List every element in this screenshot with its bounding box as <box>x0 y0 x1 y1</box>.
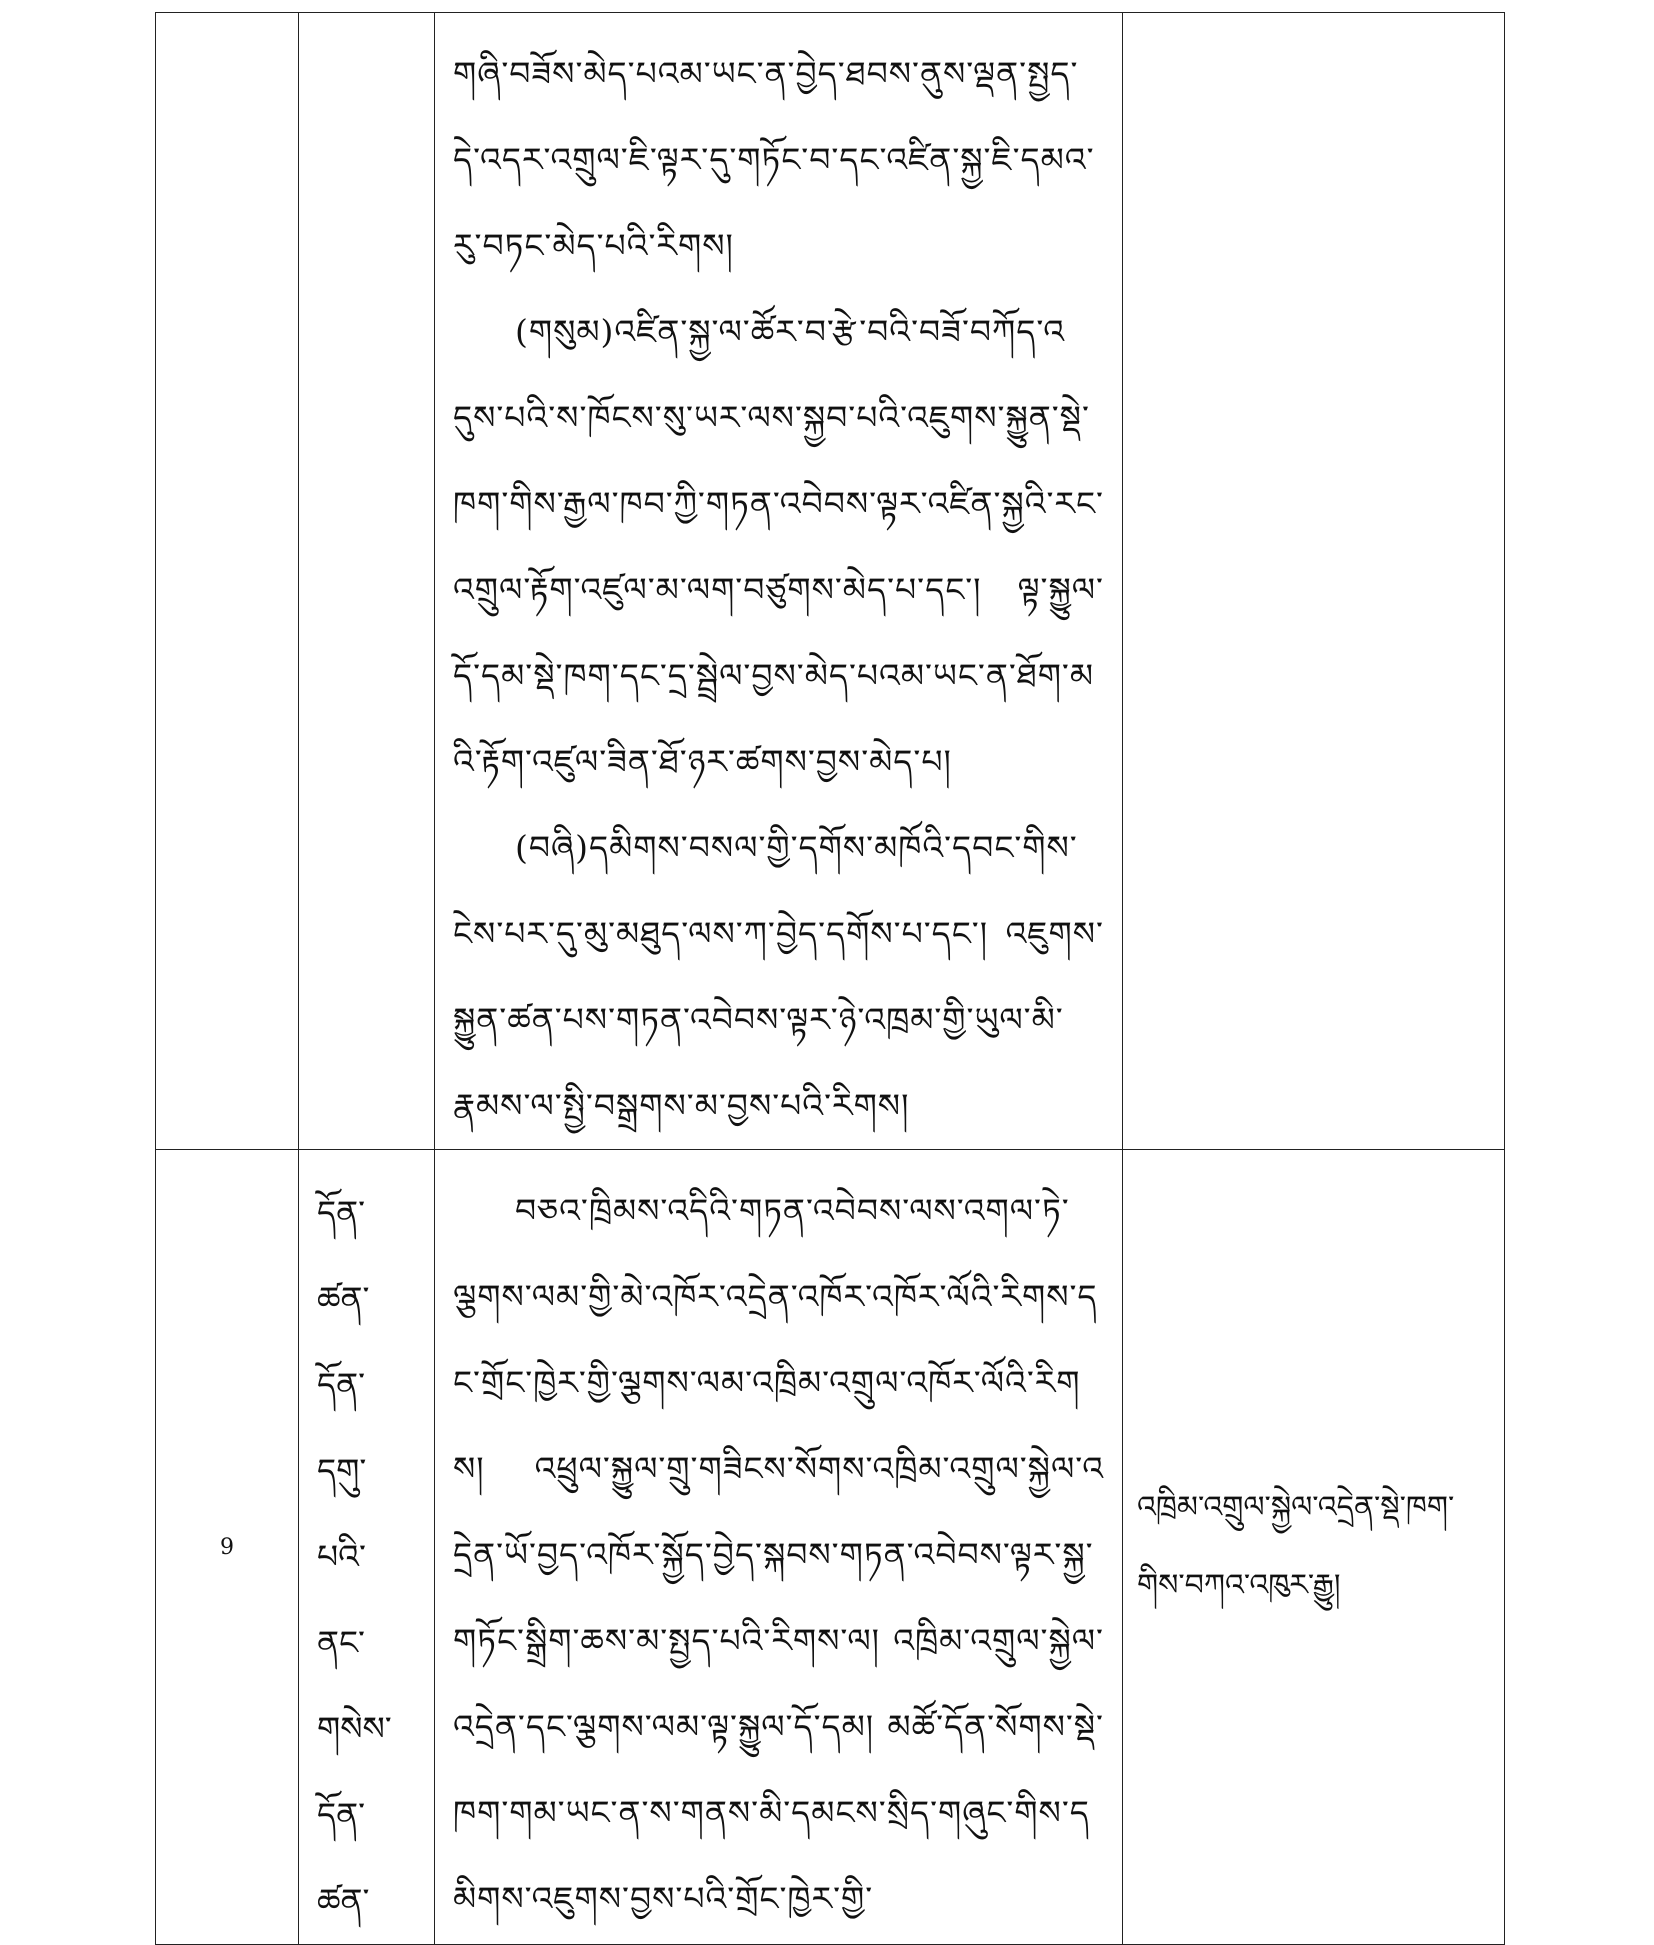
title-syllable: དོན་ <box>317 1365 366 1404</box>
description-cell <box>435 1150 1123 1945</box>
title-syllable: ཚན་ <box>317 1279 370 1318</box>
row-number: 9 <box>220 1534 234 1560</box>
title-syllable: དོན་ <box>317 1795 366 1834</box>
regulation-table <box>155 12 1505 1945</box>
title-syllable: པའི་ <box>317 1537 366 1576</box>
number-cell <box>156 13 299 1150</box>
description-paragraph: བཅའ་ཁྲིམས་འདིའི་གཏན་འབེབས་ལས་འགལ་ཏེ་ལྕགས་ལམ་གྱི་མེ་འཁོར་འདྲེན་འཁོར་འཁོར་ལོའི་རིགས་དང་གྲོང་ཁྱེར་གྱི་ལྕགས་ལམ་འཁྲིམ་འགྲུལ་འཁོར་ལོའི་རིགས། འཕྲུལ་སྐྱུལ་གྲུ་གཟིངས་སོགས་འཁྲིམ་འགྲུལ་སྐྱེལ་འདྲེན་ཡོ་བྱད་འཁོར་སྐྱོད་བྱེད་སྐབས་གཏན་འབེབས་ལྟར་སྐྱ་གཏོང་སྒྲིག་ཆས་མ་སྤྱད་པའི་རིགས་ལ། འཁྲིམ་འགྲུལ་སྐྱེལ་འདྲེན་དང་ལྕགས་ལམ་ལྟ་སྐྱུལ་དོ་དམ། མཚོ་དོན་སོགས་སྡེ་ཁག་གམ་ཡང་ན་ས་གནས་མི་དམངས་སྲིད་གཞུང་གིས་དམིགས་འཇུགས་བྱས་པའི་གྲོང་ཁྱེར་གྱི་ <box>453 1191 1104 1918</box>
title-syllable: ནང་ <box>317 1623 365 1662</box>
table-row <box>156 13 1505 1150</box>
title-syllable: གསེས་ <box>317 1709 392 1748</box>
title-cell <box>299 13 435 1150</box>
description-cell <box>435 13 1123 1150</box>
description-paragraph: (བཞི)དམིགས་བསལ་གྱི་དགོས་མཁོའི་དབང་གིས་ངེས་པར་དུ་མུ་མཐུད་ལས་ཀ་བྱེད་དགོས་པ་དང་། འཇུགས་སྐྱུན་ཚན་པས་གཏན་འབེབས་ལྟར་ཉེ་འཁྲམ་གྱི་ཡུལ་མི་རྣམས་ལ་སྤྱི་བསྒྲགས་མ་བྱས་པའི་རིགས། <box>453 828 1104 1125</box>
result-cell <box>1123 1150 1505 1945</box>
title-syllable: དགུ་ <box>317 1451 367 1490</box>
description-paragraph: (གསུམ)འཛིན་སྐྱ་ལ་ཚོར་བ་རྩེ་བའི་བཟོ་བཀོད་འདུས་པའི་ས་ཁོངས་སུ་ཡར་ལས་སྐྱབ་པའི་འཇུགས་སྐྱུན་སྡེ་ཁག་གིས་རྒྱལ་ཁབ་ཀྱི་གཏན་འབེབས་ལྟར་འཛིན་སྐྱའི་རང་འགྲུལ་རྟོག་འཛུལ་མ་ལག་བཙུགས་མེད་པ་དང་། ལྟ་སྐྱུལ་དོ་དམ་སྡེ་ཁག་དང་དྲ་སྦྲེལ་བྱས་མེད་པའམ་ཡང་ན་ཐོག་མའི་རྟོག་འཛུལ་ཟིན་ཐོ་ཉར་ཚགས་བྱས་མེད་པ། <box>453 312 1104 781</box>
title-syllable: ཚན་ <box>317 1881 370 1920</box>
description-paragraph: གཞི་བཟོས་མེད་པའམ་ཡང་ན་བྱེད་ཐབས་ནུས་ལྡན་སྤྱད་དེ་འདར་འགྲུལ་ཇི་ལྟར་དུ་གཏོང་བ་དང་འཛིན་སྐྱ་ཇི་དམའ་རུ་བཏང་མེད་པའི་རིགས། <box>453 54 1095 265</box>
result-text: འཁྲིམ་འགྲུལ་སྐྱེལ་འདྲེན་སྡེ་ཁག་གིས་བཀའ་འཁུར་རྒྱུ། <box>1137 1490 1455 1603</box>
number-cell <box>156 1150 299 1945</box>
title-syllable: དོན་ <box>317 1193 366 1232</box>
table-row <box>156 1150 1505 1945</box>
result-cell <box>1123 13 1505 1150</box>
title-cell <box>299 1150 435 1945</box>
